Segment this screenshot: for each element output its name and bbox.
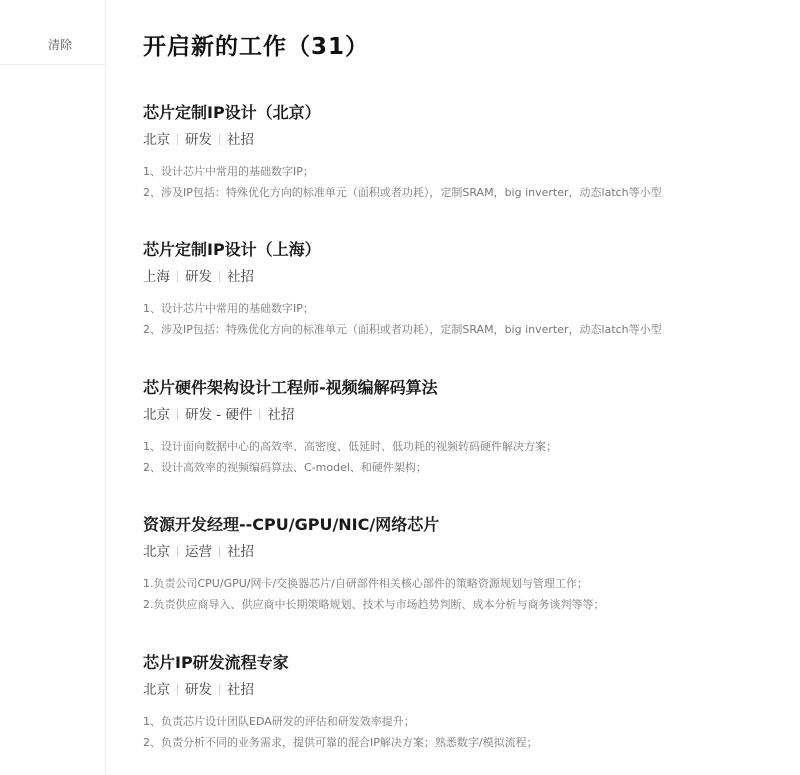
meta-divider — [177, 409, 178, 420]
job-title[interactable]: 芯片定制IP设计（上海） — [143, 240, 321, 259]
job-description — [143, 298, 783, 340]
job-category: 研发 — [185, 682, 212, 698]
job-title[interactable]: 资源开发经理--CPU/GPU/NIC/网络芯片 — [143, 515, 440, 534]
meta-divider — [219, 271, 220, 282]
job-description — [143, 573, 783, 615]
page-title: 开启新的工作（31） — [143, 34, 370, 60]
job-desc-line: 2.负责供应商导入、供应商中长期策略规划、技术与市场趋势判断、成本分析与商务谈判等等； — [143, 598, 605, 611]
job-category: 研发 — [185, 132, 212, 148]
job-location: 北京 — [143, 682, 170, 698]
meta-divider — [259, 409, 260, 420]
job-title[interactable]: 芯片IP研发流程专家 — [143, 653, 289, 672]
sidebar-divider — [0, 64, 106, 65]
meta-divider — [219, 546, 220, 557]
job-category: 运营 — [185, 544, 212, 560]
job-description — [143, 711, 783, 753]
job-location: 北京 — [143, 132, 170, 148]
job-location: 北京 — [143, 544, 170, 560]
job-category: 研发 - 硬件 — [185, 407, 253, 423]
job-desc-line: 2、设计高效率的视频编码算法、C-model、和硬件架构； — [143, 461, 427, 474]
job-type: 社招 — [227, 132, 254, 148]
job-item[interactable] — [143, 652, 783, 753]
job-category: 研发 — [185, 269, 212, 285]
job-type: 社招 — [267, 407, 295, 423]
job-title[interactable]: 芯片定制IP设计（北京） — [143, 103, 321, 122]
meta-divider — [219, 684, 220, 695]
job-meta — [143, 405, 783, 425]
job-desc-line: 1、设计芯片中常用的基础数字IP； — [143, 165, 314, 178]
job-desc-line: 1、负责芯片设计团队EDA研发的评估和研发效率提升； — [143, 715, 415, 728]
job-desc-line: 2、涉及IP包括：特殊优化方向的标准单元（面积或者功耗），定制SRAM，big inverter，动态latch等小型 — [143, 186, 662, 199]
job-type: 社招 — [227, 682, 254, 698]
job-meta — [143, 267, 783, 287]
job-desc-line: 1、设计芯片中常用的基础数字IP； — [143, 302, 314, 315]
meta-divider — [177, 271, 178, 282]
job-item[interactable] — [143, 514, 783, 615]
job-desc-line: 1.负责公司CPU/GPU/网卡/交换器芯片/自研部件相关核心部件的策略资源规划与管理工作； — [143, 577, 588, 590]
job-description — [143, 161, 783, 203]
job-item[interactable] — [143, 377, 783, 478]
meta-divider — [177, 134, 178, 145]
job-desc-line: 1、设计面向数据中心的高效率、高密度、低延时、低功耗的视频转码硬件解决方案； — [143, 440, 557, 453]
job-location: 上海 — [143, 269, 170, 285]
job-desc-line: 2、负责分析不同的业务需求，提供可靠的混合IP解决方案；熟悉数字/模拟流程； — [143, 736, 538, 749]
filter-sidebar — [0, 0, 106, 775]
job-desc-line: 2、涉及IP包括：特殊优化方向的标准单元（面积或者功耗），定制SRAM，big inverter，动态latch等小型 — [143, 323, 662, 336]
job-description — [143, 436, 783, 478]
job-type: 社招 — [227, 269, 254, 285]
job-meta — [143, 130, 783, 150]
clear-filters-button[interactable]: 清除 — [48, 38, 73, 52]
meta-divider — [177, 684, 178, 695]
job-meta — [143, 542, 783, 562]
meta-divider — [177, 546, 178, 557]
job-list-main — [143, 0, 783, 775]
job-item[interactable] — [143, 102, 783, 203]
meta-divider — [219, 134, 220, 145]
job-meta — [143, 680, 783, 700]
job-title[interactable]: 芯片硬件架构设计工程师-视频编解码算法 — [143, 378, 438, 397]
job-type: 社招 — [227, 544, 254, 560]
job-location: 北京 — [143, 407, 170, 423]
job-item[interactable] — [143, 239, 783, 340]
